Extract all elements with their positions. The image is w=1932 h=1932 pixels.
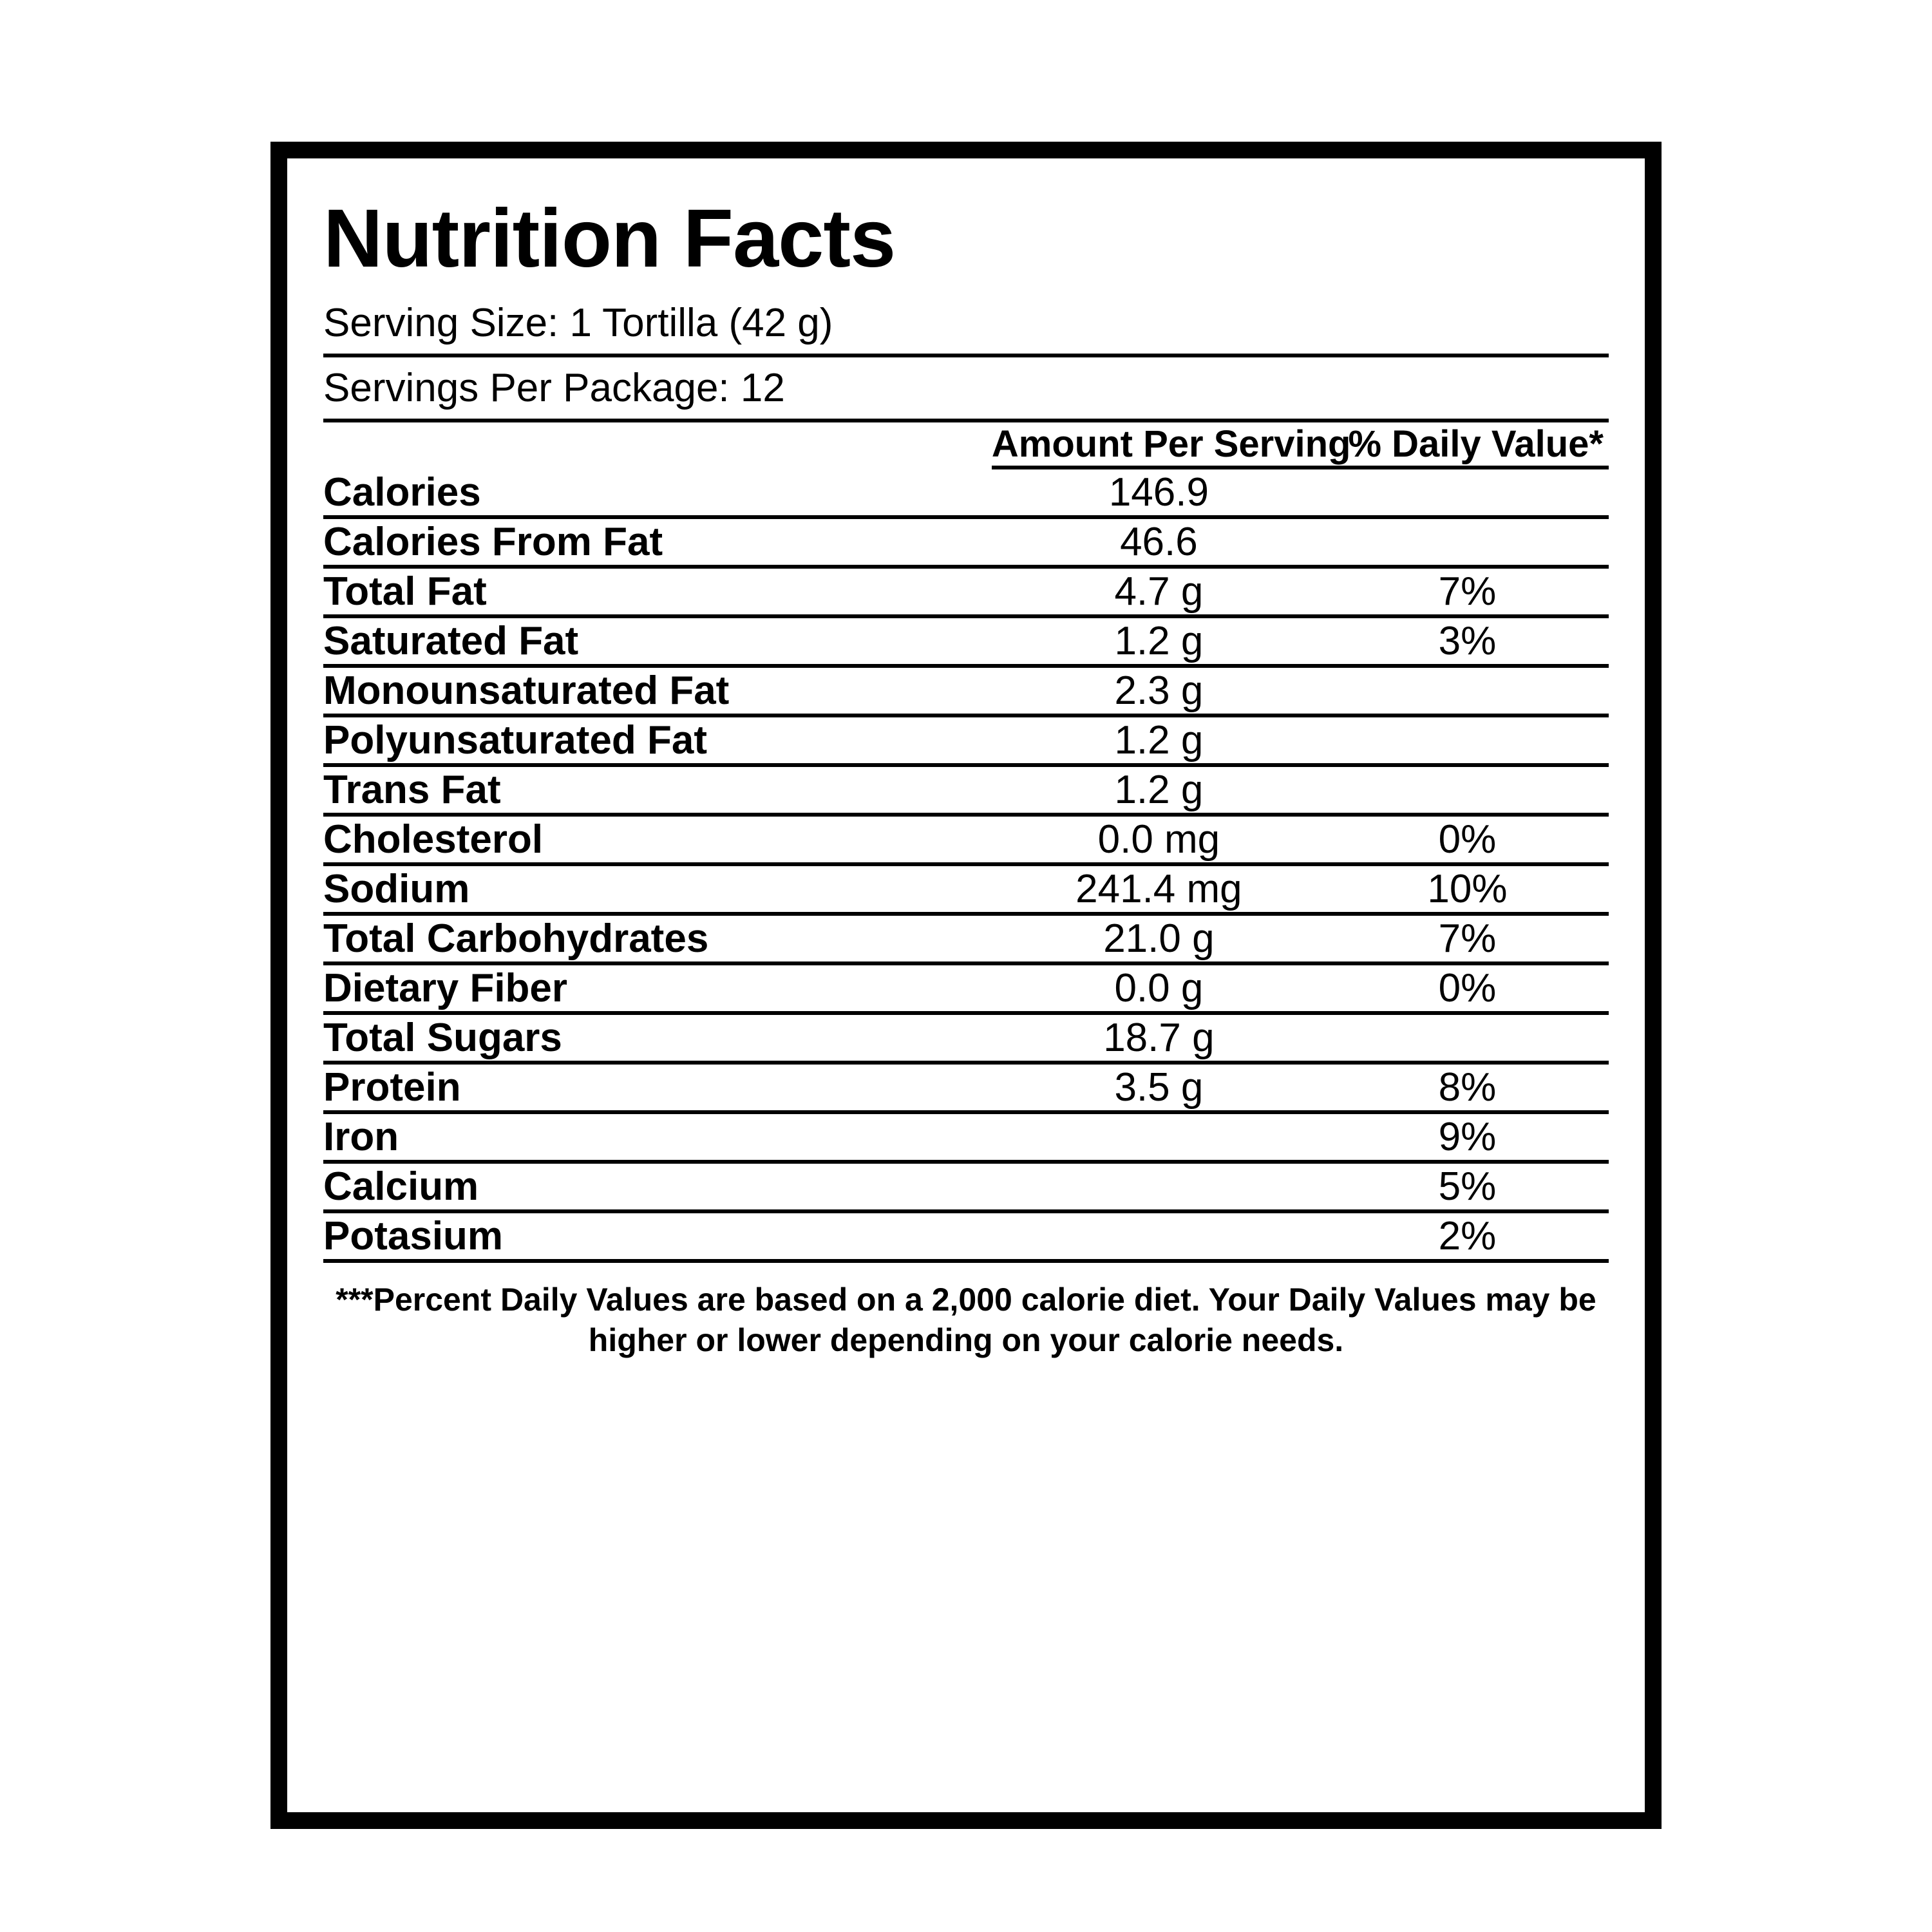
column-header-daily-value: % Daily Value* (1326, 422, 1609, 468)
table-row (323, 468, 1609, 517)
row-nutrient: Calcium (323, 1162, 992, 1211)
row-daily-value: 7% (1326, 567, 1609, 616)
row-amount: 1.2 g (992, 715, 1326, 765)
row-amount: 21.0 g (992, 914, 1326, 963)
row-daily-value: 10% (1326, 864, 1609, 914)
row-daily-value: 8% (1326, 1063, 1609, 1112)
row-nutrient: Total Carbohydrates (323, 914, 992, 963)
row-daily-value: 5% (1326, 1162, 1609, 1211)
table-row (323, 1063, 1609, 1112)
row-daily-value (1326, 666, 1609, 715)
serving-size-line: Serving Size: 1 Tortilla (42 g) (323, 296, 1609, 357)
row-nutrient: Total Fat (323, 567, 992, 616)
row-nutrient: Potasium (323, 1211, 992, 1261)
table-header-row (323, 422, 1609, 468)
row-amount: 146.9 (992, 468, 1326, 517)
row-nutrient: Saturated Fat (323, 616, 992, 666)
nutrition-table-body (323, 468, 1609, 1261)
row-daily-value: 7% (1326, 914, 1609, 963)
row-amount: 46.6 (992, 517, 1326, 567)
row-nutrient: Monounsaturated Fat (323, 666, 992, 715)
row-daily-value: 2% (1326, 1211, 1609, 1261)
table-row (323, 1162, 1609, 1211)
table-row (323, 616, 1609, 666)
table-row (323, 1112, 1609, 1162)
row-amount: 3.5 g (992, 1063, 1326, 1112)
table-row (323, 864, 1609, 914)
row-amount: 4.7 g (992, 567, 1326, 616)
row-daily-value: 3% (1326, 616, 1609, 666)
daily-value-footnote: ***Percent Daily Values are based on a 2,000 calorie diet. Your Daily Values may be higher or lower depending on your calorie needs. (336, 1282, 1596, 1358)
row-nutrient: Trans Fat (323, 765, 992, 815)
table-row (323, 715, 1609, 765)
row-amount: 2.3 g (992, 666, 1326, 715)
nutrition-facts-content (323, 184, 1609, 1786)
row-nutrient: Cholesterol (323, 815, 992, 864)
row-amount: 0.0 g (992, 963, 1326, 1013)
table-row (323, 567, 1609, 616)
column-header-amount-per-serving: Amount Per Serving (992, 422, 1326, 468)
column-header-nutrient (323, 422, 992, 468)
row-daily-value (1326, 468, 1609, 517)
page-title: Nutrition Facts (323, 193, 896, 285)
row-daily-value: 0% (1326, 963, 1609, 1013)
row-daily-value (1326, 1013, 1609, 1063)
nutrition-facts-panel (270, 142, 1662, 1829)
table-row (323, 765, 1609, 815)
row-nutrient: Protein (323, 1063, 992, 1112)
row-daily-value (1326, 765, 1609, 815)
table-row (323, 1013, 1609, 1063)
row-nutrient: Iron (323, 1112, 992, 1162)
table-row (323, 666, 1609, 715)
row-nutrient: Calories (323, 468, 992, 517)
row-nutrient: Dietary Fiber (323, 963, 992, 1013)
row-amount (992, 1162, 1326, 1211)
row-amount (992, 1211, 1326, 1261)
table-row (323, 914, 1609, 963)
row-nutrient: Sodium (323, 864, 992, 914)
row-amount: 1.2 g (992, 616, 1326, 666)
nutrition-table (323, 422, 1609, 1263)
table-row (323, 963, 1609, 1013)
row-daily-value (1326, 715, 1609, 765)
row-amount (992, 1112, 1326, 1162)
table-row (323, 1211, 1609, 1261)
row-nutrient: Calories From Fat (323, 517, 992, 567)
row-amount: 1.2 g (992, 765, 1326, 815)
row-daily-value: 0% (1326, 815, 1609, 864)
row-amount: 18.7 g (992, 1013, 1326, 1063)
row-amount: 0.0 mg (992, 815, 1326, 864)
table-row (323, 517, 1609, 567)
servings-per-package-line: Servings Per Package: 12 (323, 357, 1609, 422)
row-nutrient: Total Sugars (323, 1013, 992, 1063)
row-daily-value (1326, 517, 1609, 567)
row-amount: 241.4 mg (992, 864, 1326, 914)
row-nutrient: Polyunsaturated Fat (323, 715, 992, 765)
table-row (323, 815, 1609, 864)
row-daily-value: 9% (1326, 1112, 1609, 1162)
